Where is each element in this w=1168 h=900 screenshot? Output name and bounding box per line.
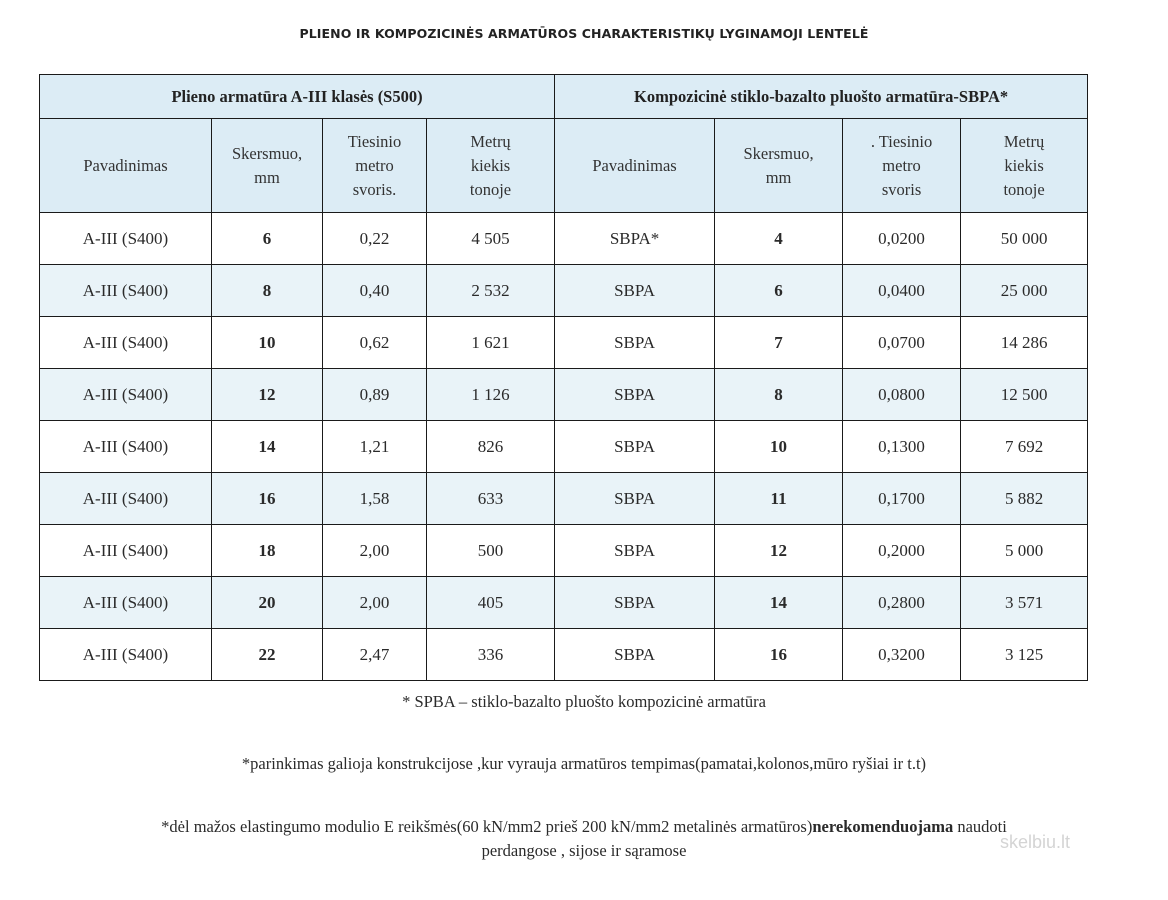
composite-diameter-cell: 6 bbox=[715, 265, 843, 317]
composite-name-cell: SBPA bbox=[555, 525, 715, 577]
table-row bbox=[40, 369, 1088, 421]
steel-diameter-cell: 8 bbox=[212, 265, 323, 317]
table-row bbox=[40, 629, 1088, 681]
composite-meters-cell: 3 125 bbox=[961, 629, 1088, 681]
steel-weight-cell: 0,89 bbox=[323, 369, 427, 421]
composite-diameter-cell: 14 bbox=[715, 577, 843, 629]
steel-meters-cell: 1 126 bbox=[427, 369, 555, 421]
steel-weight-cell: 2,00 bbox=[323, 577, 427, 629]
steel-name-cell: A-III (S400) bbox=[40, 265, 212, 317]
composite-meters-cell: 7 692 bbox=[961, 421, 1088, 473]
composite-name-cell: SBPA bbox=[555, 265, 715, 317]
col-header-steel-weight: Tiesinio metro svoris. bbox=[323, 119, 427, 213]
composite-weight-cell: 0,1700 bbox=[843, 473, 961, 525]
composite-name-cell: SBPA bbox=[555, 577, 715, 629]
composite-weight-cell: 0,0800 bbox=[843, 369, 961, 421]
group-header-composite: Kompozicinė stiklo-bazalto pluošto armatūra-SBPA* bbox=[555, 75, 1088, 119]
steel-diameter-cell: 10 bbox=[212, 317, 323, 369]
composite-diameter-cell: 7 bbox=[715, 317, 843, 369]
steel-meters-cell: 336 bbox=[427, 629, 555, 681]
col-header-composite-name: Pavadinimas bbox=[555, 119, 715, 213]
group-header-steel: Plieno armatūra A-III klasės (S500) bbox=[40, 75, 555, 119]
steel-name-cell: A-III (S400) bbox=[40, 473, 212, 525]
table-row bbox=[40, 265, 1088, 317]
note-modulus-bold: nerekomenduojama bbox=[812, 817, 954, 836]
steel-name-cell: A-III (S400) bbox=[40, 213, 212, 265]
steel-name-cell: A-III (S400) bbox=[40, 369, 212, 421]
composite-weight-cell: 0,0400 bbox=[843, 265, 961, 317]
steel-diameter-cell: 14 bbox=[212, 421, 323, 473]
steel-weight-cell: 1,58 bbox=[323, 473, 427, 525]
table-row bbox=[40, 525, 1088, 577]
composite-meters-cell: 12 500 bbox=[961, 369, 1088, 421]
steel-weight-cell: 2,00 bbox=[323, 525, 427, 577]
composite-weight-cell: 0,3200 bbox=[843, 629, 961, 681]
watermark: skelbiu.lt bbox=[1000, 832, 1071, 852]
steel-weight-cell: 0,40 bbox=[323, 265, 427, 317]
steel-name-cell: A-III (S400) bbox=[40, 317, 212, 369]
col-header-composite-weight: . Tiesinio metro svoris bbox=[843, 119, 961, 213]
composite-meters-cell: 5 000 bbox=[961, 525, 1088, 577]
steel-name-cell: A-III (S400) bbox=[40, 421, 212, 473]
note-modulus bbox=[0, 815, 1168, 863]
steel-meters-cell: 500 bbox=[427, 525, 555, 577]
steel-diameter-cell: 12 bbox=[212, 369, 323, 421]
steel-meters-cell: 405 bbox=[427, 577, 555, 629]
steel-weight-cell: 0,62 bbox=[323, 317, 427, 369]
composite-weight-cell: 0,0200 bbox=[843, 213, 961, 265]
steel-diameter-cell: 18 bbox=[212, 525, 323, 577]
note-modulus-line2: perdangose , sijose ir sąramose bbox=[481, 841, 687, 860]
table-row bbox=[40, 421, 1088, 473]
note-selection: *parinkimas galioja konstrukcijose ,kur vyrauja armatūros tempimas(pamatai,kolonos,mūro ryšiai ir t.t) bbox=[241, 754, 927, 773]
table-row bbox=[40, 213, 1088, 265]
composite-name-cell: SBPA bbox=[555, 369, 715, 421]
steel-meters-cell: 633 bbox=[427, 473, 555, 525]
steel-meters-cell: 4 505 bbox=[427, 213, 555, 265]
page-title: PLIENO IR KOMPOZICINĖS ARMATŪROS CHARAKTERISTIKŲ LYGINAMOJI LENTELĖ bbox=[299, 26, 869, 41]
composite-weight-cell: 0,2000 bbox=[843, 525, 961, 577]
composite-meters-cell: 50 000 bbox=[961, 213, 1088, 265]
composite-weight-cell: 0,2800 bbox=[843, 577, 961, 629]
col-header-steel-meters: Metrų kiekis tonoje bbox=[427, 119, 555, 213]
footnote-spba: * SPBA – stiklo-bazalto pluošto kompozicinė armatūra bbox=[402, 692, 766, 711]
note-modulus-tail: naudoti bbox=[953, 817, 1007, 836]
composite-name-cell: SBPA bbox=[555, 421, 715, 473]
steel-diameter-cell: 16 bbox=[212, 473, 323, 525]
steel-meters-cell: 826 bbox=[427, 421, 555, 473]
steel-weight-cell: 2,47 bbox=[323, 629, 427, 681]
composite-meters-cell: 5 882 bbox=[961, 473, 1088, 525]
steel-meters-cell: 1 621 bbox=[427, 317, 555, 369]
col-header-composite-diameter: Skersmuo, mm bbox=[715, 119, 843, 213]
composite-name-cell: SBPA bbox=[555, 629, 715, 681]
note-modulus-text: *dėl mažos elastingumo modulio E reikšmės(60 kN/mm2 prieš 200 kN/mm2 metalinės armatūros) bbox=[161, 817, 813, 836]
col-header-composite-meters: Metrų kiekis tonoje bbox=[961, 119, 1088, 213]
composite-diameter-cell: 8 bbox=[715, 369, 843, 421]
composite-name-cell: SBPA* bbox=[555, 213, 715, 265]
composite-diameter-cell: 12 bbox=[715, 525, 843, 577]
composite-weight-cell: 0,1300 bbox=[843, 421, 961, 473]
composite-weight-cell: 0,0700 bbox=[843, 317, 961, 369]
steel-weight-cell: 0,22 bbox=[323, 213, 427, 265]
col-header-steel-diameter: Skersmuo, mm bbox=[212, 119, 323, 213]
table-row bbox=[40, 473, 1088, 525]
steel-name-cell: A-III (S400) bbox=[40, 577, 212, 629]
composite-diameter-cell: 11 bbox=[715, 473, 843, 525]
composite-meters-cell: 25 000 bbox=[961, 265, 1088, 317]
table-row bbox=[40, 577, 1088, 629]
steel-weight-cell: 1,21 bbox=[323, 421, 427, 473]
steel-diameter-cell: 6 bbox=[212, 213, 323, 265]
composite-name-cell: SBPA bbox=[555, 317, 715, 369]
comparison-table bbox=[39, 74, 1088, 681]
col-header-steel-name: Pavadinimas bbox=[40, 119, 212, 213]
table-row bbox=[40, 317, 1088, 369]
composite-meters-cell: 14 286 bbox=[961, 317, 1088, 369]
steel-name-cell: A-III (S400) bbox=[40, 629, 212, 681]
steel-diameter-cell: 22 bbox=[212, 629, 323, 681]
composite-diameter-cell: 4 bbox=[715, 213, 843, 265]
steel-meters-cell: 2 532 bbox=[427, 265, 555, 317]
composite-diameter-cell: 10 bbox=[715, 421, 843, 473]
steel-diameter-cell: 20 bbox=[212, 577, 323, 629]
composite-meters-cell: 3 571 bbox=[961, 577, 1088, 629]
steel-name-cell: A-III (S400) bbox=[40, 525, 212, 577]
composite-name-cell: SBPA bbox=[555, 473, 715, 525]
composite-diameter-cell: 16 bbox=[715, 629, 843, 681]
